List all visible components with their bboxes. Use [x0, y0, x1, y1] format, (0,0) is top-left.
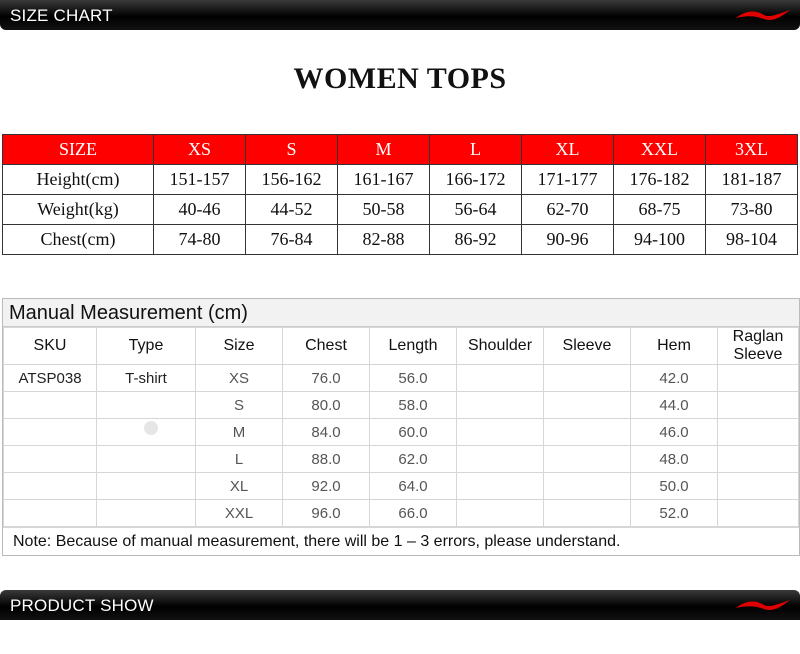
measurement-cell: [544, 419, 631, 446]
measurement-cell: [97, 473, 196, 500]
product-show-banner: [0, 590, 800, 620]
measurement-cell: [718, 500, 799, 527]
size-chart-header-row: [3, 135, 798, 165]
measurement-cell: [97, 446, 196, 473]
measurement-header-cell: Chest: [283, 328, 370, 365]
measurement-header-cell: Raglan Sleeve: [718, 328, 799, 365]
measurement-cell: [457, 473, 544, 500]
size-header-cell: XL: [522, 135, 614, 165]
size-cell: 74-80: [154, 225, 246, 255]
size-cell: 82-88: [338, 225, 430, 255]
measurement-row: [4, 365, 799, 392]
measurement-cell: [457, 392, 544, 419]
size-chart-row: [3, 225, 798, 255]
measurement-cell: XL: [196, 473, 283, 500]
measurement-cell: [544, 392, 631, 419]
measurement-cell: [4, 392, 97, 419]
decorative-dot: [144, 421, 158, 435]
measurement-cell: [544, 473, 631, 500]
measurement-cell: [97, 392, 196, 419]
measurement-cell: [544, 500, 631, 527]
measurement-cell: [4, 500, 97, 527]
measurement-header-cell: Type: [97, 328, 196, 365]
measurement-cell: 76.0: [283, 365, 370, 392]
size-header-cell: XXL: [614, 135, 706, 165]
measurement-cell: 52.0: [631, 500, 718, 527]
measurement-cell: 58.0: [370, 392, 457, 419]
size-cell: 98-104: [706, 225, 798, 255]
size-chart-banner-title: SIZE CHART: [10, 6, 113, 25]
measurement-header-cell: Length: [370, 328, 457, 365]
size-cell: 171-177: [522, 165, 614, 195]
measurement-cell: [544, 365, 631, 392]
measurement-cell: 80.0: [283, 392, 370, 419]
size-cell: 62-70: [522, 195, 614, 225]
size-cell: 181-187: [706, 165, 798, 195]
measurement-cell: [457, 446, 544, 473]
measurement-cell: XXL: [196, 500, 283, 527]
measurement-cell: 44.0: [631, 392, 718, 419]
measurement-cell: [718, 446, 799, 473]
measurement-cell: [4, 419, 97, 446]
measurement-row: [4, 446, 799, 473]
size-header-cell: S: [246, 135, 338, 165]
size-cell: 50-58: [338, 195, 430, 225]
size-header-cell: L: [430, 135, 522, 165]
measurement-cell: 42.0: [631, 365, 718, 392]
brand-logo-icon: [734, 6, 792, 24]
size-row-label: Weight(kg): [3, 195, 154, 225]
measurement-cell: [718, 392, 799, 419]
size-chart-row: [3, 165, 798, 195]
measurement-cell: T-shirt: [97, 365, 196, 392]
size-cell: 73-80: [706, 195, 798, 225]
size-cell: 40-46: [154, 195, 246, 225]
measurement-cell: 46.0: [631, 419, 718, 446]
size-cell: 86-92: [430, 225, 522, 255]
measurement-header-cell: Hem: [631, 328, 718, 365]
measurement-cell: [544, 446, 631, 473]
measurement-row: [4, 500, 799, 527]
measurement-cell: [457, 500, 544, 527]
measurement-header-cell: Shoulder: [457, 328, 544, 365]
measurement-header-cell: Sleeve: [544, 328, 631, 365]
page-title: WOMEN TOPS: [293, 62, 507, 95]
size-header-cell: XS: [154, 135, 246, 165]
size-cell: 56-64: [430, 195, 522, 225]
measurement-row: [4, 392, 799, 419]
measurement-cell: [718, 473, 799, 500]
size-row-label: Chest(cm): [3, 225, 154, 255]
manual-measurement-panel: [2, 298, 800, 556]
size-cell: 68-75: [614, 195, 706, 225]
size-cell: 90-96: [522, 225, 614, 255]
measurement-cell: [718, 419, 799, 446]
measurement-cell: 64.0: [370, 473, 457, 500]
measurement-cell: 96.0: [283, 500, 370, 527]
measurement-cell: 84.0: [283, 419, 370, 446]
size-cell: 94-100: [614, 225, 706, 255]
measurement-note: Note: Because of manual measurement, there will be 1 – 3 errors, please understand.: [3, 527, 799, 555]
measurement-header-row: [4, 328, 799, 365]
measurement-cell: 56.0: [370, 365, 457, 392]
measurement-cell: 66.0: [370, 500, 457, 527]
size-header-cell: 3XL: [706, 135, 798, 165]
measurement-cell: XS: [196, 365, 283, 392]
measurement-cell: [457, 365, 544, 392]
measurement-cell: [4, 473, 97, 500]
manual-measurement-title: Manual Measurement (cm): [3, 299, 799, 327]
measurement-cell: 92.0: [283, 473, 370, 500]
measurement-header-cell: Size: [196, 328, 283, 365]
measurement-row: [4, 419, 799, 446]
measurement-cell: 48.0: [631, 446, 718, 473]
measurement-header-cell: SKU: [4, 328, 97, 365]
size-header-cell: M: [338, 135, 430, 165]
brand-logo-icon: [734, 596, 792, 614]
size-row-label: Height(cm): [3, 165, 154, 195]
measurement-cell: 50.0: [631, 473, 718, 500]
measurement-cell: L: [196, 446, 283, 473]
product-show-banner-title: PRODUCT SHOW: [10, 596, 154, 615]
size-cell: 44-52: [246, 195, 338, 225]
size-chart-row: [3, 195, 798, 225]
size-chart-table: [2, 134, 798, 255]
measurement-cell: M: [196, 419, 283, 446]
measurement-cell: [4, 446, 97, 473]
measurement-cell: [97, 500, 196, 527]
measurement-cell: 62.0: [370, 446, 457, 473]
measurement-cell: S: [196, 392, 283, 419]
size-chart-banner: [0, 0, 800, 30]
manual-measurement-table: [3, 327, 799, 527]
size-cell: 176-182: [614, 165, 706, 195]
measurement-cell: ATSP038: [4, 365, 97, 392]
measurement-cell: 60.0: [370, 419, 457, 446]
measurement-cell: [457, 419, 544, 446]
measurement-cell: [718, 365, 799, 392]
size-cell: 156-162: [246, 165, 338, 195]
size-header-cell: SIZE: [3, 135, 154, 165]
size-cell: 151-157: [154, 165, 246, 195]
size-cell: 161-167: [338, 165, 430, 195]
measurement-row: [4, 473, 799, 500]
measurement-cell: 88.0: [283, 446, 370, 473]
size-cell: 166-172: [430, 165, 522, 195]
size-cell: 76-84: [246, 225, 338, 255]
